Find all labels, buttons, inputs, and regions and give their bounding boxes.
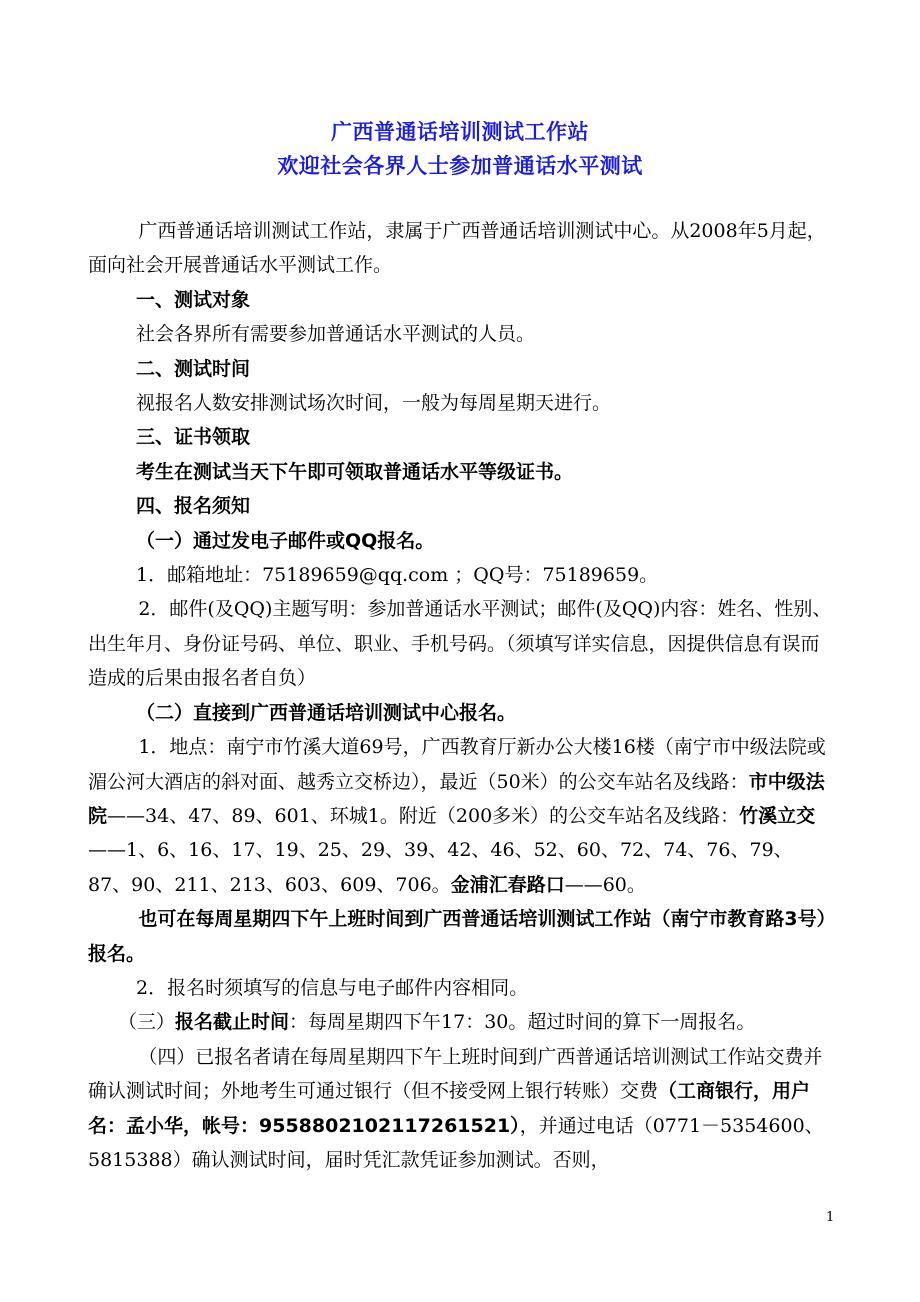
bus-stop-zhuxi: 竹溪立交 — [739, 804, 816, 827]
address-text: 1．地点：南宁市竹溪大道69号，广西教育厅新办公大楼16楼（南宁市中级法院或湄公河大酒店的斜对面、越秀立交桥边），最近（50米）的公交车站名及线路： — [88, 736, 826, 793]
section-heading-time: 二、测试时间 — [136, 357, 251, 380]
deadline-item — [88, 1005, 833, 1039]
payment-text: （四）已报名者请在每周星期四下午上班时间到广西普通话培训测试工作站交费并确认测试时间；外地考生可通过银行（但不接受网上银行转账）交费 — [88, 1045, 823, 1103]
section-heading-target: 一、测试对象 — [136, 288, 251, 311]
section-heading-registration: 四、报名须知 — [136, 495, 251, 518]
document-subtitle: 欢迎社会各界人士参加普通话水平测试 — [277, 154, 643, 178]
section-text-target: 社会各界所有需要参加普通话水平测试的人员。 — [136, 323, 536, 346]
page-number: 1 — [826, 1210, 835, 1225]
email-address-item: 1．邮箱地址：75189659@qq.com ；QQ号：75189659。 — [136, 564, 659, 587]
bus-stop-jinpu: 金浦汇春路口 — [450, 873, 565, 896]
email-content-item: 2．邮件(及QQ)主题写明：参加普通话水平测试；邮件(及QQ)内容：姓名、性别、出生年月、身份证号码、单位、职业、手机号码。（须填写详实信息，因提供信息有误而造成的后果由报名者自负） — [88, 598, 832, 690]
onsite-info-item: 2．报名时须填写的信息与电子邮件内容相同。 — [136, 976, 529, 999]
subsection-onsite-heading-text: （二）直接到广西普通话培训测试中心报名。 — [136, 701, 517, 724]
bank-account-info: （工商银行，用户名：孟小华，帐号：9558802102117261521） — [88, 1080, 811, 1137]
intro-paragraph: 广西普通话培训测试工作站，隶属于广西普通话培训测试中心。从2008年5月起，面向社会开展普通话水平测试工作。 — [88, 220, 826, 277]
subsection-onsite-heading — [88, 696, 833, 730]
section-heading-certificate: 三、证书领取 — [136, 426, 251, 449]
bus-lines-zhuxi: ——1、6、16、17、19、25、29、39、42、46、52、60、72、74、76、79、87、90、211、213、603、609、706。 — [88, 839, 793, 896]
deadline-text: ：每周星期四下午17：30。超过时间的算下一周报名。 — [289, 1011, 756, 1034]
onsite-address-item — [88, 730, 833, 902]
subsection-email-heading — [88, 524, 833, 558]
deadline-label: 报名截止时间 — [175, 1011, 290, 1034]
deadline-prefix: （三） — [118, 1011, 176, 1034]
subsection-email-heading-text: （一）通过发电子邮件或QQ报名。 — [136, 529, 435, 552]
section-text-certificate: 考生在测试当天下午即可领取普通话水平等级证书。 — [136, 460, 574, 483]
document-body — [88, 214, 833, 1177]
bus-lines-jinpu: ——60。 — [564, 873, 646, 896]
station-registration-note: 也可在每周星期四下午上班时间到广西普通话培训测试工作站（南宁市教育路3号）报名。 — [88, 908, 827, 965]
bus-lines-court: ——34、47、89、601、环城1。附近（200多米）的公交车站名及线路： — [107, 804, 740, 827]
payment-confirm-text: ，并通过电话（0771－5354600、5815388）确认测试时间，届时凭汇款凭证参加测试。否则， — [88, 1114, 824, 1171]
payment-item — [88, 1040, 833, 1178]
bus-stop-court: 市中级法院 — [88, 770, 825, 827]
section-text-time: 视报名人数安排测试场次时间，一般为每周星期天进行。 — [136, 392, 612, 415]
document-title: 广西普通话培训测试工作站 — [331, 120, 589, 144]
